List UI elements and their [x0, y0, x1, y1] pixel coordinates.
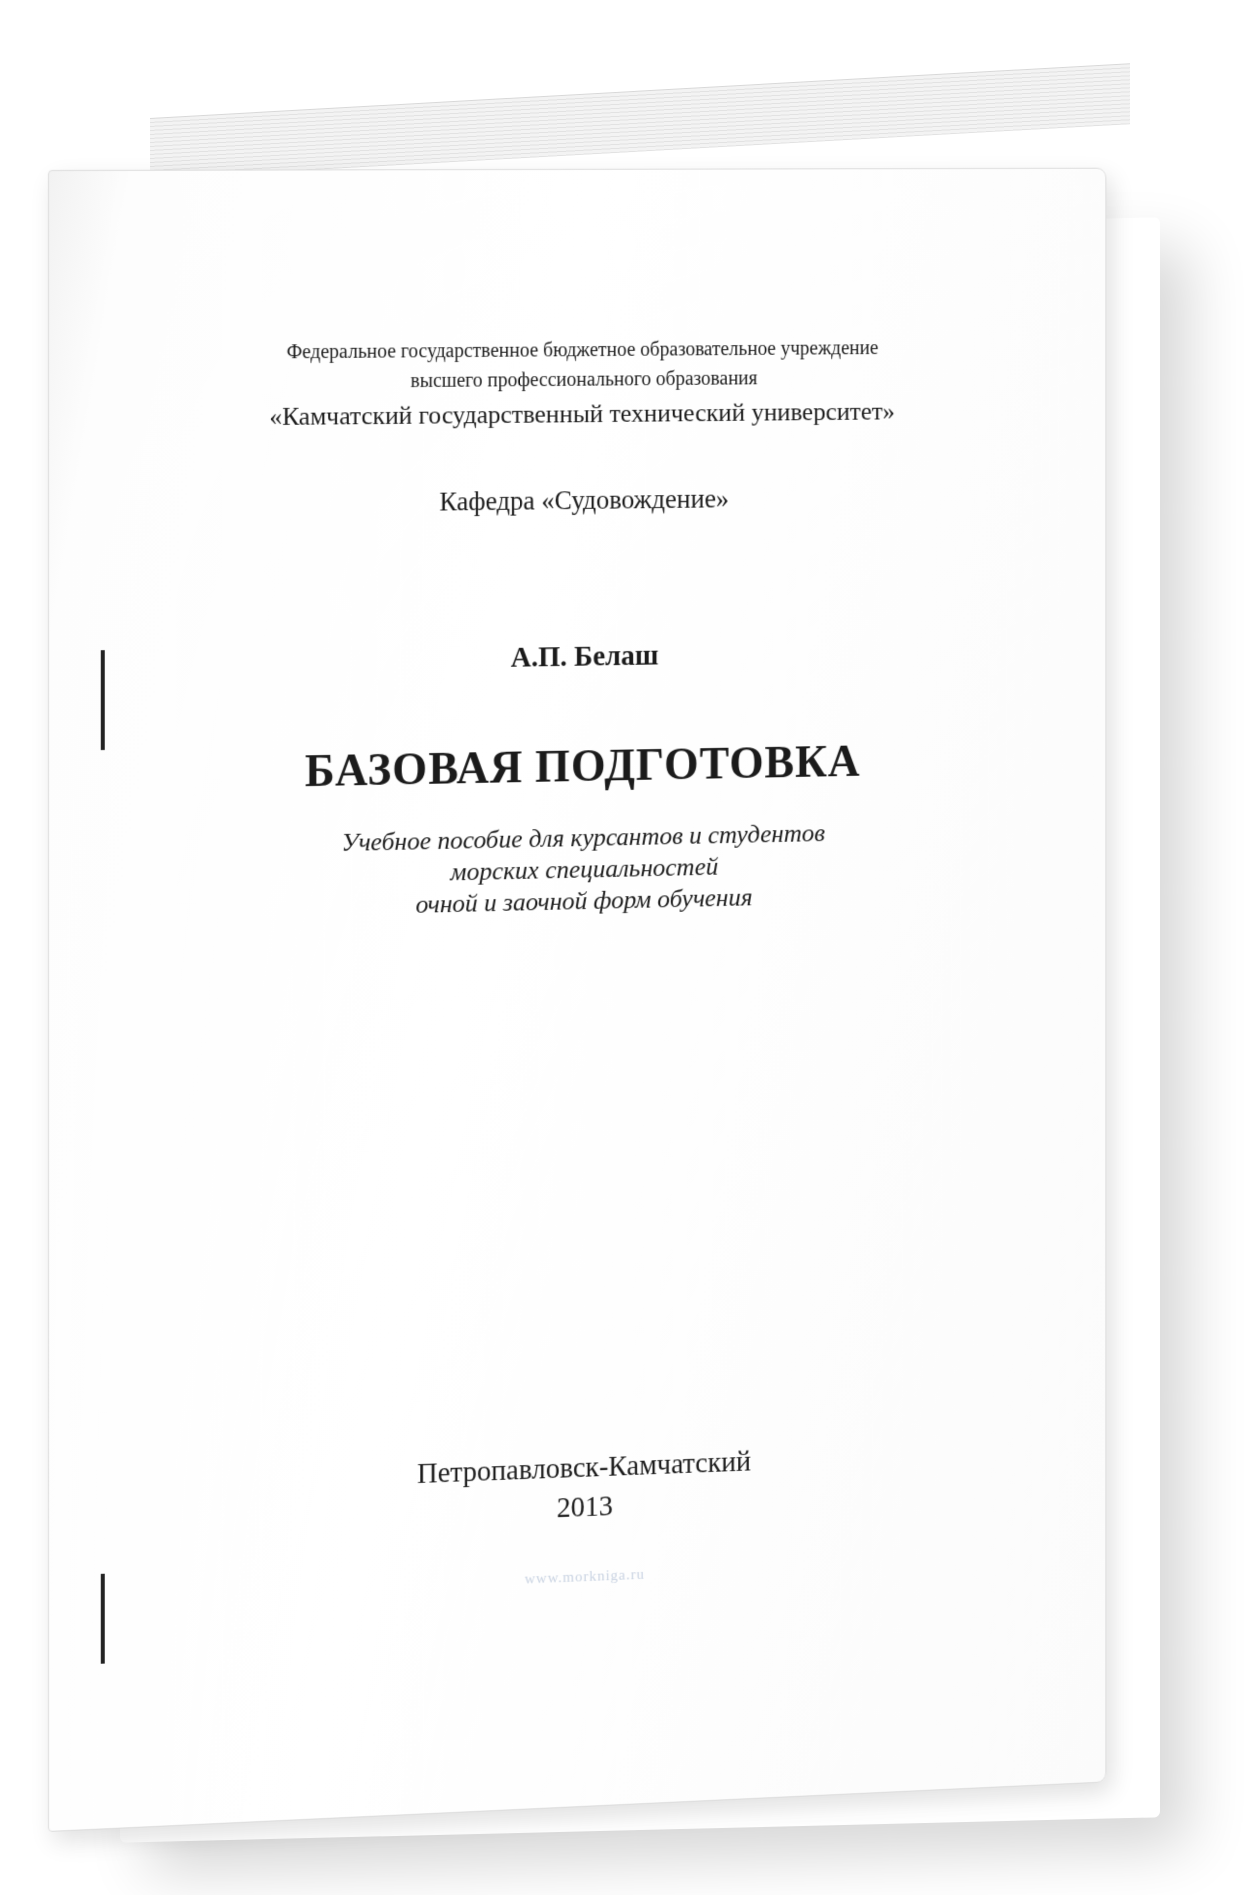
book-cover: [48, 168, 1106, 1832]
book-page-edges: [150, 63, 1130, 179]
subtitle-line-3: очной и заочной форм обучения: [415, 882, 753, 919]
subtitle-line-1: Учебное пособие для курсантов и студентов: [341, 818, 826, 857]
author-name: А.П. Белаш: [510, 639, 659, 674]
university-name: «Камчатский государственный технический университет»: [269, 396, 896, 431]
subtitle-line-2: морских специальностей: [450, 852, 719, 887]
department-name: Кафедра «Судовождение»: [439, 483, 729, 517]
publication-city: Петропавловск-Камчатский: [417, 1445, 751, 1490]
book-title: БАЗОВАЯ ПОДГОТОВКА: [304, 735, 861, 797]
institution-line-2: высшего профессионального образования: [410, 367, 758, 393]
institution-line-1: Федеральное государственное бюджетное образовательное учреждение: [286, 337, 879, 364]
staple-mark-bottom: [101, 1574, 105, 1664]
publication-year: 2013: [556, 1490, 613, 1525]
watermark: www.morkniga.ru: [524, 1566, 645, 1588]
